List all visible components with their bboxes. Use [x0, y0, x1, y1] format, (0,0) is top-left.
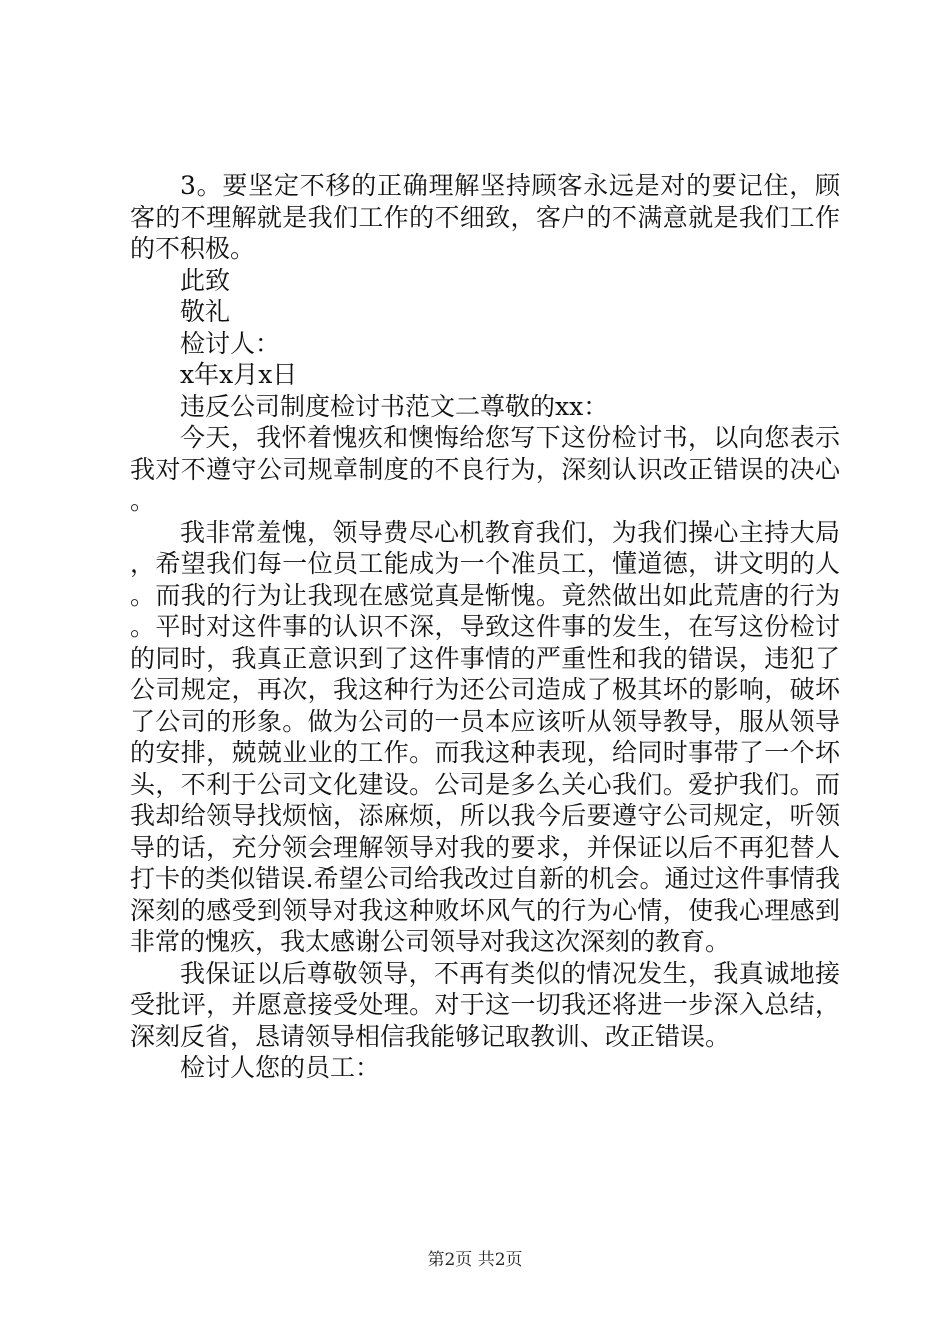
document-body: [130, 170, 840, 1084]
paragraph-customer-principle: 3。要坚定不移的正确理解坚持顾客永远是对的要记住，顾客的不理解就是我们工作的不细致，客户的不满意就是我们工作的不积极。: [130, 171, 840, 263]
page-number: 第2页 共2页: [427, 1250, 523, 1270]
paragraph-pledge: 我保证以后尊敬领导，不再有类似的情况发生，我真诚地接受批评，并愿意接受处理。对于这一切我还将进一步深入总结，深刻反省，恳请领导相信我能够记取教训、改正错误。: [130, 958, 840, 1051]
paragraph-intro: 今天，我怀着愧疚和懊悔给您写下这份检讨书，以向您表示我对不遵守公司规章制度的不良行为，深刻认识改正错误的决心。: [130, 423, 840, 515]
signature-label: 检讨人：: [180, 328, 281, 358]
date-line: x年x月x日: [180, 360, 298, 389]
section-heading: 违反公司制度检讨书范文二尊敬的xx：: [180, 391, 609, 421]
paragraph-main: 我非常羞愧，领导费尽心机教育我们，为我们操心主持大局，希望我们每一位员工能成为一个准员工，懂道德，讲文明的人。而我的行为让我现在感觉真是惭愧。竟然做出如此荒唐的行为。平时对这件事的认识不深，导致这件事的发生，在写这份检讨的同时，我真正意识到了这件事情的严重性和我的错误，违犯了公司规定，再次，我这种行为还公司造成了极其坏的影响，破坏了公司的形象。做为公司的一员本应该听从领导教导，服从领导的安排，兢兢业业的工作。而我这种表现，给同时事带了一个坏头，不利于公司文化建设。公司是多么关心我们。爱护我们。而我却给领导找烦恼，添麻烦，所以我今后要遵守公司规定，听领导的话，充分领会理解领导对我的要求，并保证以后不再犯替人打卡的类似错误.希望公司给我改过自新的机会。通过这件事情我深刻的感受到领导对我这种败坏风气的行为心情，使我心理感到非常的愧疚，我太感谢公司领导对我这次深刻的教育。: [130, 517, 840, 956]
signature-employee: 检讨人您的员工：: [180, 1053, 381, 1082]
closing-regards: 敬礼: [180, 297, 231, 326]
closing-salutation: 此致: [180, 265, 231, 295]
